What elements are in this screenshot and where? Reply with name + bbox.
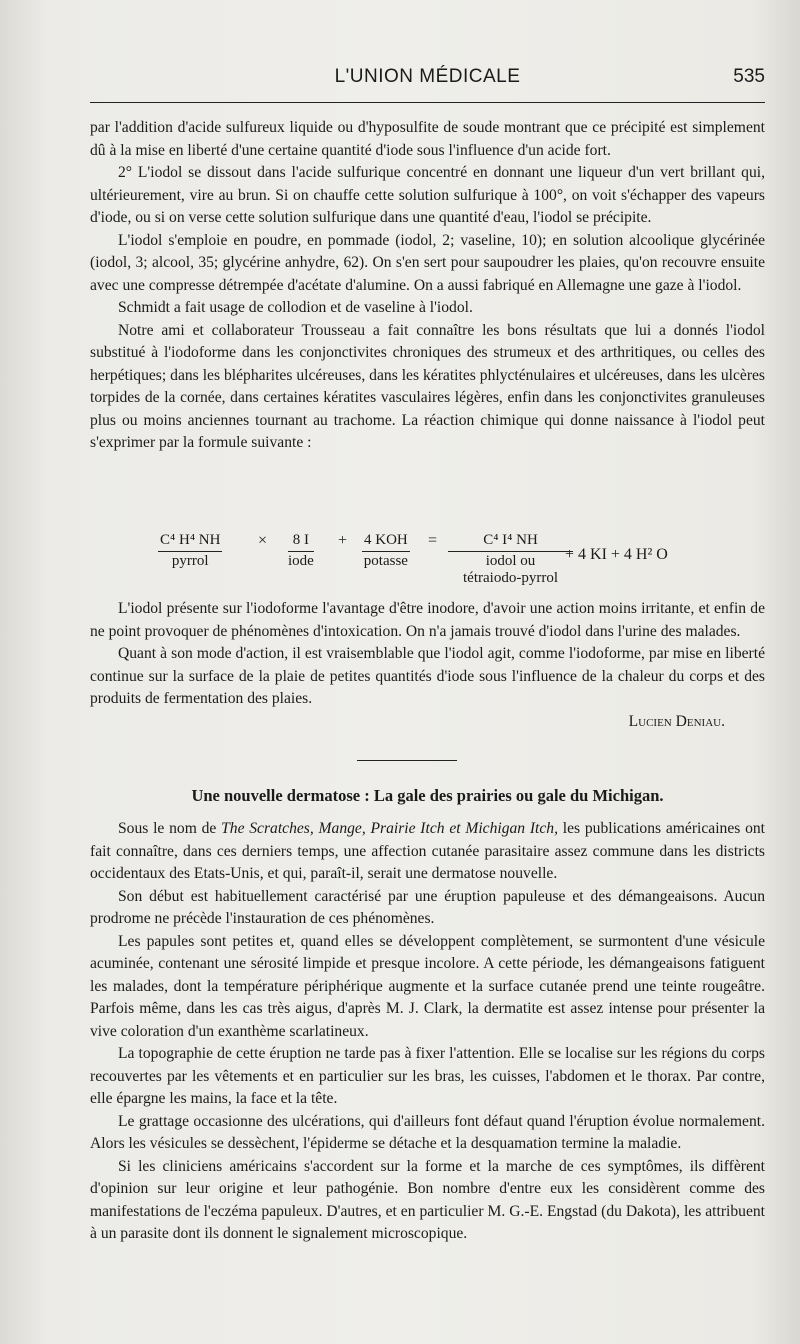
running-head bbox=[90, 66, 765, 96]
paragraph: par l'addition d'acide sulfureux liquide ou d'hyposulfite de soude montrant que ce précipité est simplement dû à la mise en liberté d'une certaine quantité d'iode sous l'influence d'un acide fort. bbox=[90, 119, 765, 159]
text-run: Sous le nom de bbox=[118, 820, 222, 837]
formula-term: 8 I bbox=[288, 532, 314, 552]
formula-products: + 4 KI + 4 H² O bbox=[565, 546, 668, 563]
paragraph: Le grattage occasionne des ulcérations, qui d'ailleurs font défaut quand l'éruption évolue normalement. Alors les vésicules se dessèchent, l'épiderme se détache et la desquamation termine la maladie. bbox=[90, 1112, 765, 1152]
dermatose-text-block bbox=[90, 818, 765, 1246]
formula-label: tétraiodo-pyrrol bbox=[463, 570, 558, 586]
paragraph: Schmidt a fait usage de collodion et de vaseline à l'iodol. bbox=[118, 299, 473, 316]
author-signature: Lucien Deniau. bbox=[628, 712, 725, 730]
formula-label: potasse bbox=[363, 553, 408, 569]
paragraph: 2° L'iodol se dissout dans l'acide sulfurique concentré en donnant une liqueur d'un vert brillant qui, ultérieurement, vire au brun. Si on chauffe cette solution sulfurique à 100°, on voit s'échapper des vapeurs d'iode, ou si on verse cette solution sulfurique dans une quantité d'eau, l'iodol se précipite. bbox=[90, 164, 765, 226]
formula-term-potasse bbox=[362, 532, 410, 570]
text-run: les publications américaines ont fait connaître, dans ces derniers temps, une affection cutanée parasitaire assez commune dans les districts occidentaux des Etats-Unis, et qui, paraît-il, serait une dermatose nouvelle. bbox=[90, 820, 766, 882]
paragraph: Quant à son mode d'action, il est vraisemblable que l'iodol agit, comme l'iodoforme, par mise en liberté continue sur la surface de la plaie de petites quantités d'iode sous l'influence de la chaleur du corps et des produits de fermentation des plaies. bbox=[90, 645, 765, 707]
iodol-text-block-2 bbox=[90, 598, 765, 733]
formula-operator: = bbox=[428, 532, 438, 549]
formula-term-iode bbox=[288, 532, 314, 570]
disease-names: The Scratches, Mange, Prairie Itch et Michigan Itch, bbox=[221, 820, 559, 837]
formula-term-iodol bbox=[448, 532, 573, 587]
formula-term-pyrrol bbox=[158, 532, 222, 570]
formula-label: pyrrol bbox=[171, 553, 209, 569]
formula-term: C⁴ I⁴ NH bbox=[448, 532, 573, 552]
paragraph: Notre ami et collaborateur Trousseau a fait connaître les bons résultats que lui a donnés l'iodol substitué à l'iodoforme dans les conjonctivites chroniques des strumeux et des arthritiques, ou celles des herpétiques; dans les blépharites ulcéreuses, dans les kératites phlycténulaires et ulcéreuses, dans les ulcères torpides de la cornée, dans certaines kératites vasculaires légères, enfin dans les conjonctivites granuleuses plus ou moins anciennes tournant au trachome. La réaction chimique qui donne naissance à l'iodol peut s'exprimer par la formule suivante : bbox=[90, 321, 765, 451]
formula-operator: + bbox=[338, 532, 348, 549]
section-title: Une nouvelle dermatose : La gale des prairies ou gale du Michigan. bbox=[191, 786, 664, 805]
journal-title: L'UNION MÉDICALE bbox=[334, 66, 521, 87]
formula-operator: × bbox=[258, 532, 268, 549]
paragraph: Son début est habituellement caractérisé par une éruption papuleuse et des démangeaisons. Aucun prodrome ne précède l'instauration de ces phénomènes. bbox=[90, 887, 765, 927]
formula-term: 4 KOH bbox=[362, 532, 410, 552]
header-rule bbox=[90, 102, 765, 103]
paragraph bbox=[90, 818, 765, 886]
paragraph: La topographie de cette éruption ne tarde pas à fixer l'attention. Elle se localise sur les régions du corps recouvertes par les vêtements et en particulier sur les bras, les cuisses, l'abdomen et le thorax. Par contre, elle épargne les mains, la face et la tête. bbox=[90, 1045, 765, 1107]
paragraph: L'iodol s'emploie en poudre, en pommade (iodol, 2; vaseline, 10); en solution alcoolique glycérinée (iodol, 3; alcool, 35; glycérine anhydre, 62). On s'en sert pour saupoudrer les plaies, qu'on recouvre ensuite avec une compresse détrempée d'acétate d'alumine. On a aussi fabriqué en Allemagne une gaze à l'iodol. bbox=[90, 231, 765, 294]
paragraph: Si les cliniciens américains s'accordent sur la forme et la marche de ces symptômes, ils diffèrent d'opinion sur leur origine et leur pathogénie. Bon nombre d'entre eux les considèrent comme des manifestations de l'eczéma papuleux. D'autres, et en particulier M. G.-E. Engstad (du Dakota), les attribuent à un parasite dont ils donnent le signalement microscopique. bbox=[90, 1157, 765, 1242]
chemical-formula bbox=[140, 532, 740, 594]
paragraph: Les papules sont petites et, quand elles se développent complètement, se surmontent d'une vésicule acuminée, contenant une sérosité limpide et presque incolore. A cette période, les démangeaisons fatiguent les malades, dont la température périphérique augmente et la surface cutanée prend une teinte rougeâtre. Parfois même, dans les cas très aigus, d'après M. J. Clark, la dermatite est assez intense pour présenter la vive coloration d'un exanthème scarlatineux. bbox=[90, 932, 765, 1040]
formula-label: iode bbox=[288, 553, 314, 569]
section-separator bbox=[357, 760, 457, 761]
formula-label: iodol ou bbox=[485, 553, 536, 569]
paragraph: L'iodol présente sur l'iodoforme l'avantage d'être inodore, d'avoir une action moins irritante, et enfin de ne point provoquer de phénomènes d'intoxication. On n'a jamais trouvé d'iodol dans l'urine des malades. bbox=[90, 600, 765, 640]
formula-term: C⁴ H⁴ NH bbox=[158, 532, 222, 552]
iodol-text-block bbox=[90, 117, 765, 455]
page-number: 535 bbox=[733, 66, 765, 87]
